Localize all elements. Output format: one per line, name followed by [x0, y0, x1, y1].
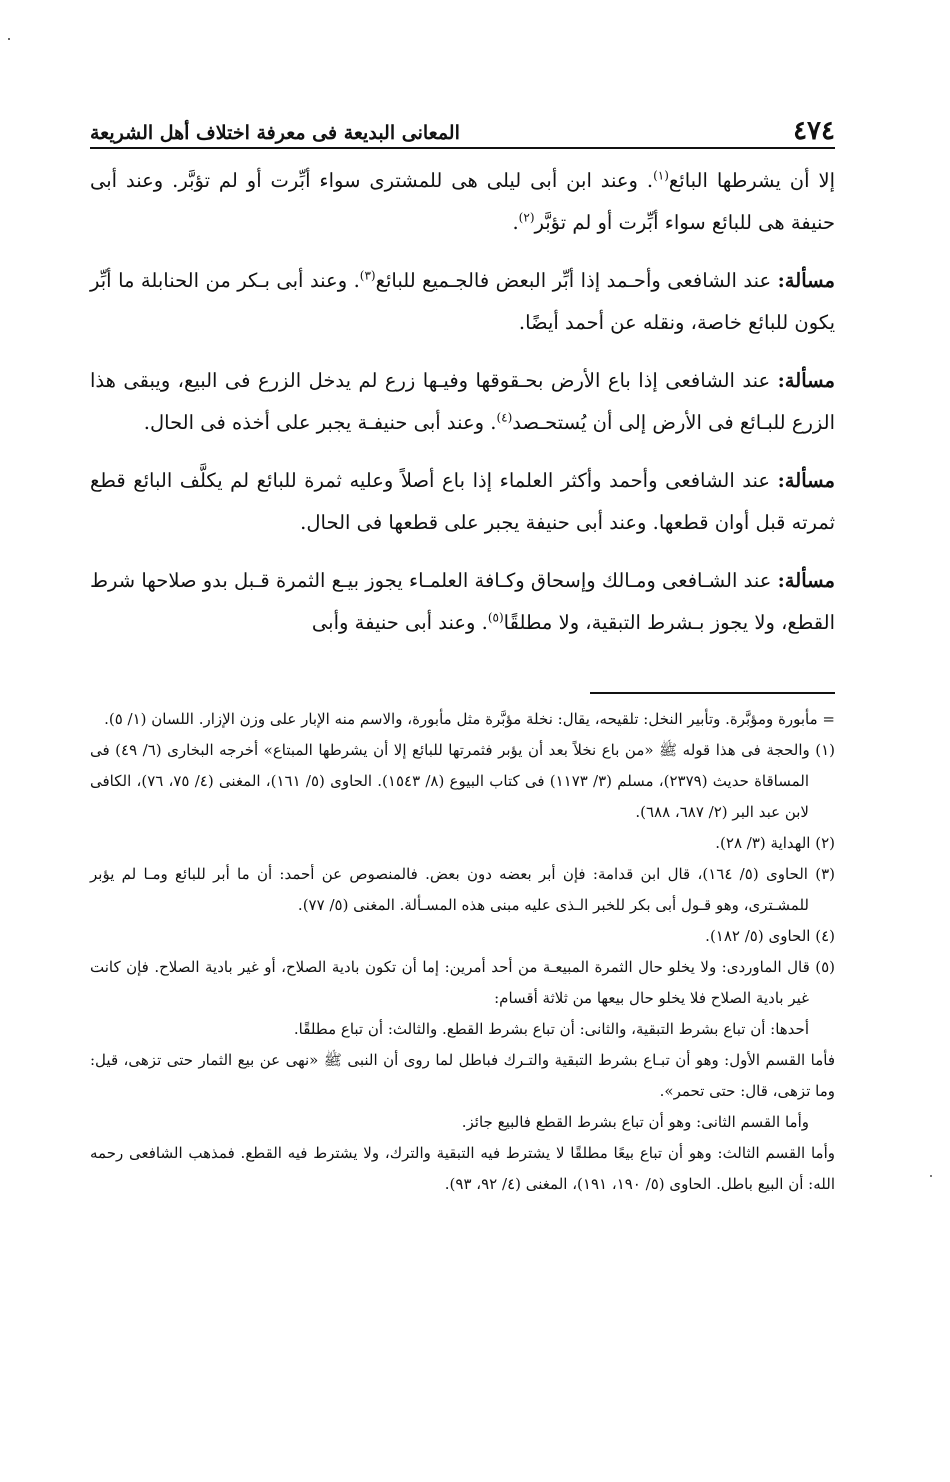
- footnote-5-line: وأما القسم الثانى: وهو أن تباع بشرط القطع فالبيع جائز.: [461, 1113, 809, 1131]
- issue-label: مسألة:: [777, 569, 835, 592]
- issue-label: مسألة:: [777, 369, 835, 392]
- footnote-marker: (٤): [496, 410, 513, 425]
- text-run: عند الشافعى وأحـمد إذا أبِّر البعض فالجـميع للبائع: [375, 269, 778, 292]
- issue-paragraph: [90, 360, 835, 444]
- footnote-4: (٤) الحاوى (٥/ ١٨٢).: [705, 927, 835, 945]
- footnote-1: (١) والحجة فى هذا قوله ﷺ «من باع نخلاً بعد أن يؤبر فثمرتها للبائع إلا أن يشرطها المبتاع» أخرجه البخارى (٦/ ٤٩) فى المساقاة حديث (٢٣٧٩)، مسلم (٣/ ١١٧٣) فى كتاب البيوع (٨/ ١٥٤٣). الحاوى (٥/ ١٦١)، المغنى (٤/ ٧٥، ٧٦)، الكافى لابن عبد البر (٢/ ٦٨٧، ٦٨٨).: [90, 741, 836, 821]
- text-run: عند الشافعى وأحمد وأكثر العلماء إذا باع أصلاً وعليه ثمرة للبائع لم يكلَّف البائع قطع ثمرته قبل أوان قطعها. وعند أبى حنيفة يجبر على قطعها فى الحال.: [90, 469, 835, 534]
- footnote-marker: (١): [653, 168, 669, 183]
- scan-speck: [8, 38, 10, 40]
- footnote-continuation: = مأبورة ومؤبَّرة. وتأبير النخل: تلقيحه، يقال: نخلة مؤبَّرة مثل مأبورة، والاسم منه الإبار على وزن الإزار. اللسان (١/ ٥).: [104, 710, 835, 728]
- text-run: .: [512, 211, 519, 234]
- footnote-5-line: أحدها: أن تباع بشرط التبقية، والثانى: أن تباع بشرط القطع. والثالث: أن تباع مطلقًا.: [293, 1020, 809, 1038]
- footnotes: [90, 704, 835, 1200]
- running-title: المعانى البديعة فى معرفة اختلاف أهل الشريعة: [90, 122, 460, 144]
- main-text: [90, 160, 835, 660]
- issue-label: مسألة:: [777, 469, 835, 492]
- text-run: . وعند أبى حنيفـة يجبر على أخذه فى الحال.: [143, 411, 497, 434]
- page-header: [90, 112, 835, 146]
- text-run: . وعند أبى بـكر من الحنابلة ما أبِّر يكون للبائع خاصة، ونقله عن أحمد أيضًا.: [90, 269, 835, 334]
- footnote-marker: (٣): [359, 268, 376, 283]
- footnote-marker: (٥): [487, 610, 504, 625]
- issue-paragraph: [90, 460, 835, 544]
- scan-speck: [930, 1175, 932, 1177]
- issue-paragraph: [90, 260, 835, 344]
- text-run: . وعند أبى حنيفة وأبى: [311, 611, 488, 634]
- text-run: عند الشافعى إذا باع الأرض بحـقوقها وفيـها زرع لم يدخل الزرع فى البيع، ويبقى هذا الزرع للبـائع فى الأرض إلى أن يُستحـصد: [90, 369, 835, 434]
- footnote-2: (٢) الهداية (٣/ ٢٨).: [715, 834, 835, 852]
- paragraph: [90, 160, 835, 244]
- header-rule: [90, 147, 835, 149]
- text-run: إلا أن يشرطها البائع: [668, 169, 835, 192]
- text-run: . وعند ابن أبى ليلى هى للمشترى سواء أبِّرت أو لم تؤبَّر. وعند أبى حنيفة هى للبائع سواء أبِّرت أو لم تؤبَّر: [90, 169, 835, 234]
- issue-paragraph: [90, 560, 835, 644]
- footnote-marker: (٢): [518, 210, 535, 225]
- footnote-3: (٣) الحاوى (٥/ ١٦٤)، قال ابن قدامة: فإن أبر بعضه دون بعض. فالمنصوص عن أحمد: أن ما أبر للبائع ومـا لم يؤبر للمشـترى، وهو قـول أبى بكر للخبر الـذى عليه مبنى هذه المسـألة. المغنى (٥/ ٧٧).: [90, 865, 835, 914]
- footnote-5-line: وأما القسم الثالث: وهو أن تباع بيعًا مطلقًا لا يشترط فيه التبقية والترك، ولا يشترط فيه القطع. فمذهب الشافعى رحمه الله: أن البيع باطل. الحاوى (٥/ ١٩٠، ١٩١)، المغنى (٤/ ٩٢، ٩٣).: [90, 1144, 835, 1193]
- footnote-5: (٥) قال الماوردى: ولا يخلو حال الثمرة المبيعـة من أحد أمرين: إما أن تكون بادية الصلاح، أو غير بادية الصلاح. فإن كانت غير بادية الصلاح فلا يخلو حال بيعها من ثلاثة أقسام:: [90, 958, 835, 1007]
- text-run: عند الشـافعى ومـالك وإسحاق وكـافة العلمـاء يجوز بيـع الثمرة قـبل بدو صلاحها شرط القطع، ولا يجوز بـشرط التبقية، ولا مطلقًا: [90, 569, 835, 634]
- footnote-separator: [590, 692, 835, 694]
- footnote-5-line: فأما القسم الأول: وهو أن تبـاع بشرط التبقية والتـرك فباطل لما روى أن النبى ﷺ «نهى عن بيع الثمار حتى تزهى، قيل: وما تزهى، قال: حتى تحمر».: [90, 1051, 835, 1100]
- page-number: ٤٧٤: [793, 116, 835, 146]
- issue-label: مسألة:: [777, 269, 835, 292]
